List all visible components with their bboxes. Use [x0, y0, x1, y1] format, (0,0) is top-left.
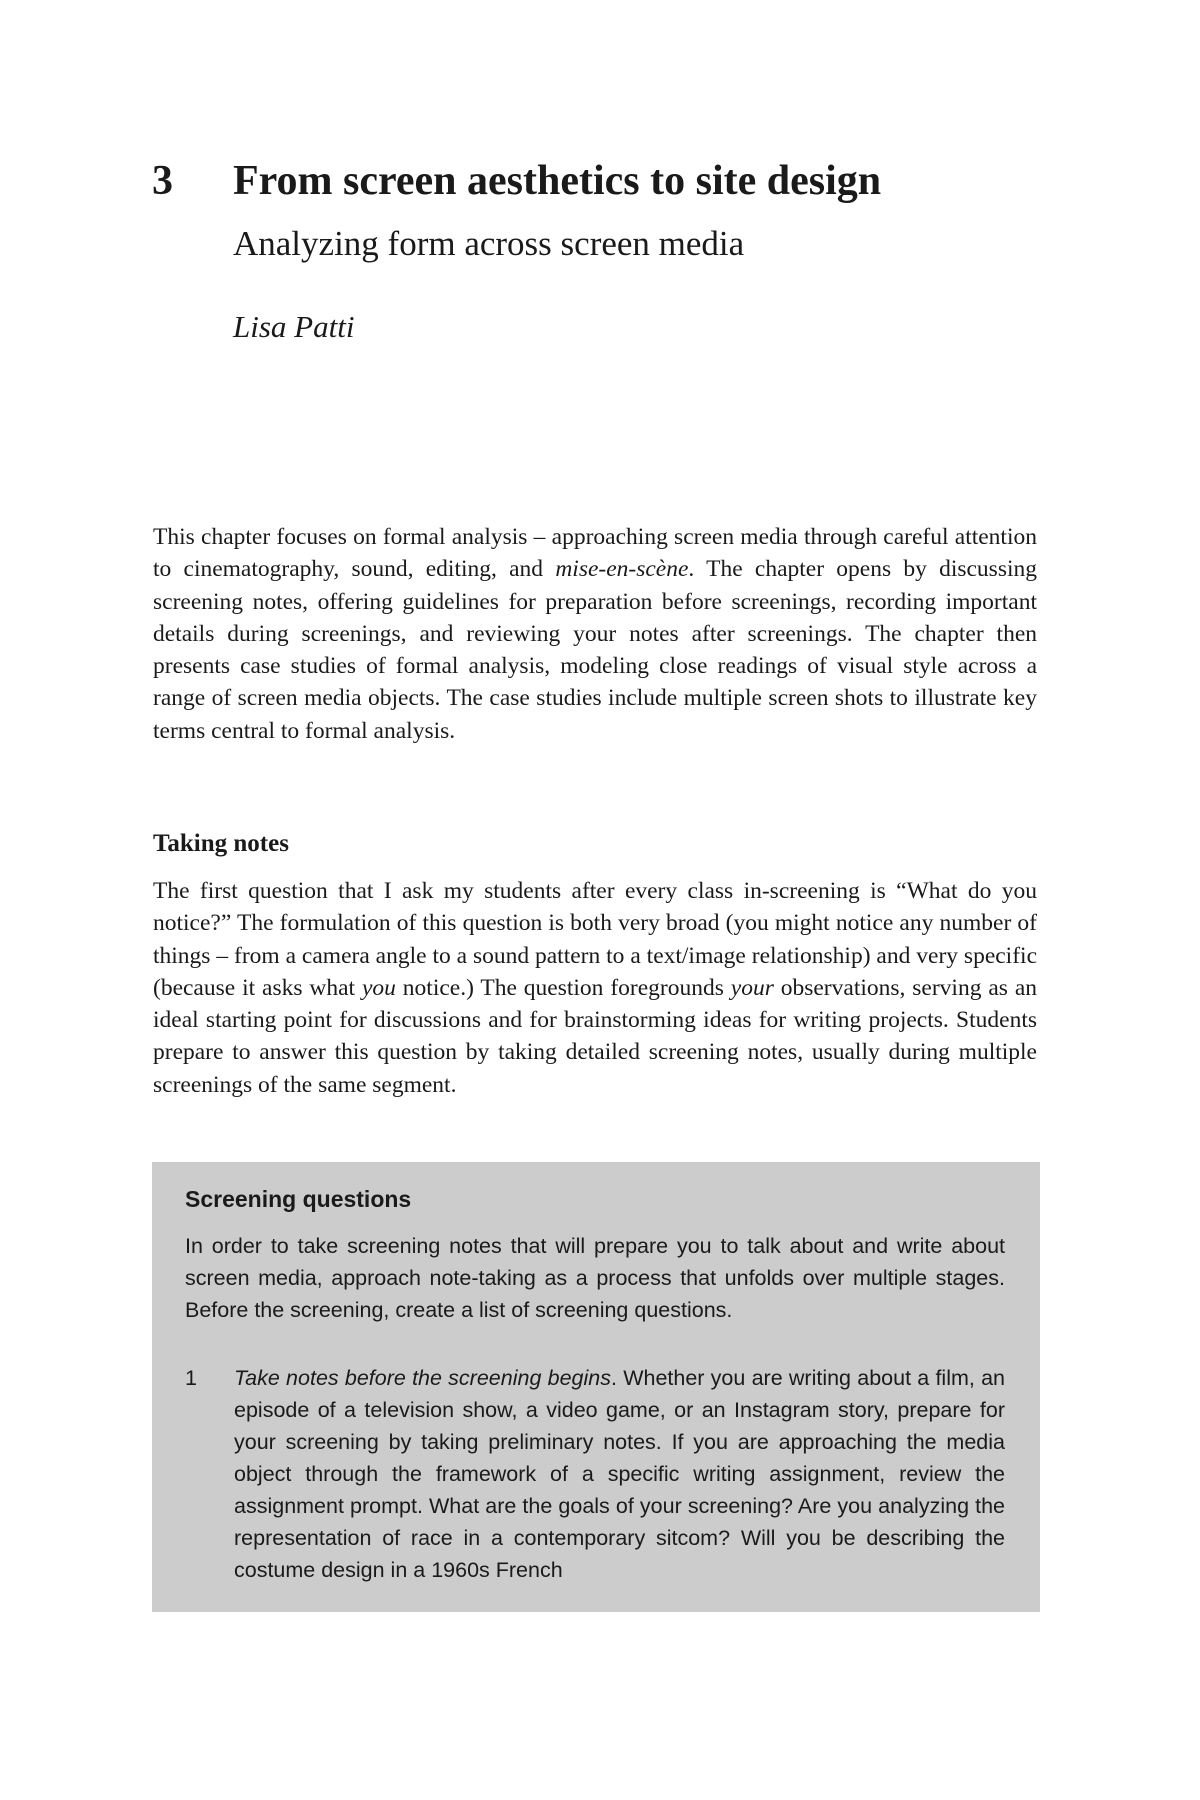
abstract-emphasis: mise-en-scène — [555, 556, 689, 583]
list-item-body: . Whether you are writing about a film, an episode of a television show, a video game, or an Instagram story, prepare for your screening by taking preliminary notes. If you are approaching the media object through the framework of a specific writing assignment, review the assignment prompt. What are the goals of your screening? Are you analyzing the representation of race in a contemporary sitcom? Will you be describing the costume design in a 1960s French — [234, 1366, 1006, 1582]
section-heading: Taking notes — [153, 830, 289, 857]
abstract-text-continued: . The chapter opens by discussing screening notes, offering guidelines for preparation before screenings, recording important details during screenings, and reviewing your notes after screenings. The chapter then presents case studies of formal analysis, modeling close readings of visual style across a range of screen media objects. The case studies include multiple screen shots to illustrate key terms central to formal analysis. — [153, 556, 1037, 744]
section-text: The first question that I ask my students after every class in-screening is “What do you notice?” The formulation of this question is both very broad (you might notice any number of things – from a camera angle to a sound pattern to a text/image relationship) and very specific (because it asks what — [153, 878, 1037, 1001]
box-intro: In order to take screening notes that will prepare you to talk about and write about screen media, approach note-taking as a process that unfolds over multiple stages. Before the screening, create a list of screening questions. — [185, 1234, 1005, 1322]
section-emphasis-your: your — [730, 974, 774, 1001]
section-emphasis-you: you — [361, 974, 396, 1001]
box-heading: Screening questions — [185, 1186, 412, 1212]
section-text-2: notice.) The question foregrounds — [395, 974, 731, 1001]
section-paragraph — [153, 875, 1037, 1101]
section-text-3: observations, serving as an ideal starting point for discussions and for brainstorming ideas for writing projects. Students prepare to answer this question by taking detailed screening notes, usually during multiple screenings of the same segment. — [153, 974, 1037, 1098]
list-item-lead: Take notes before the screening begins — [234, 1366, 611, 1390]
chapter-author: Lisa Patti — [233, 309, 355, 344]
abstract-text: This chapter focuses on formal analysis – approaching screen media through careful attention to cinematography, sound, editing, and — [153, 524, 1037, 583]
list-item-text — [234, 1362, 1005, 1586]
chapter-subtitle: Analyzing form across screen media — [233, 224, 745, 263]
abstract-paragraph — [153, 521, 1037, 747]
chapter-title: From screen aesthetics to site design — [233, 158, 882, 204]
chapter-number: 3 — [152, 158, 173, 204]
list-item-number: 1 — [185, 1366, 197, 1390]
screening-questions-box — [152, 1162, 1040, 1612]
